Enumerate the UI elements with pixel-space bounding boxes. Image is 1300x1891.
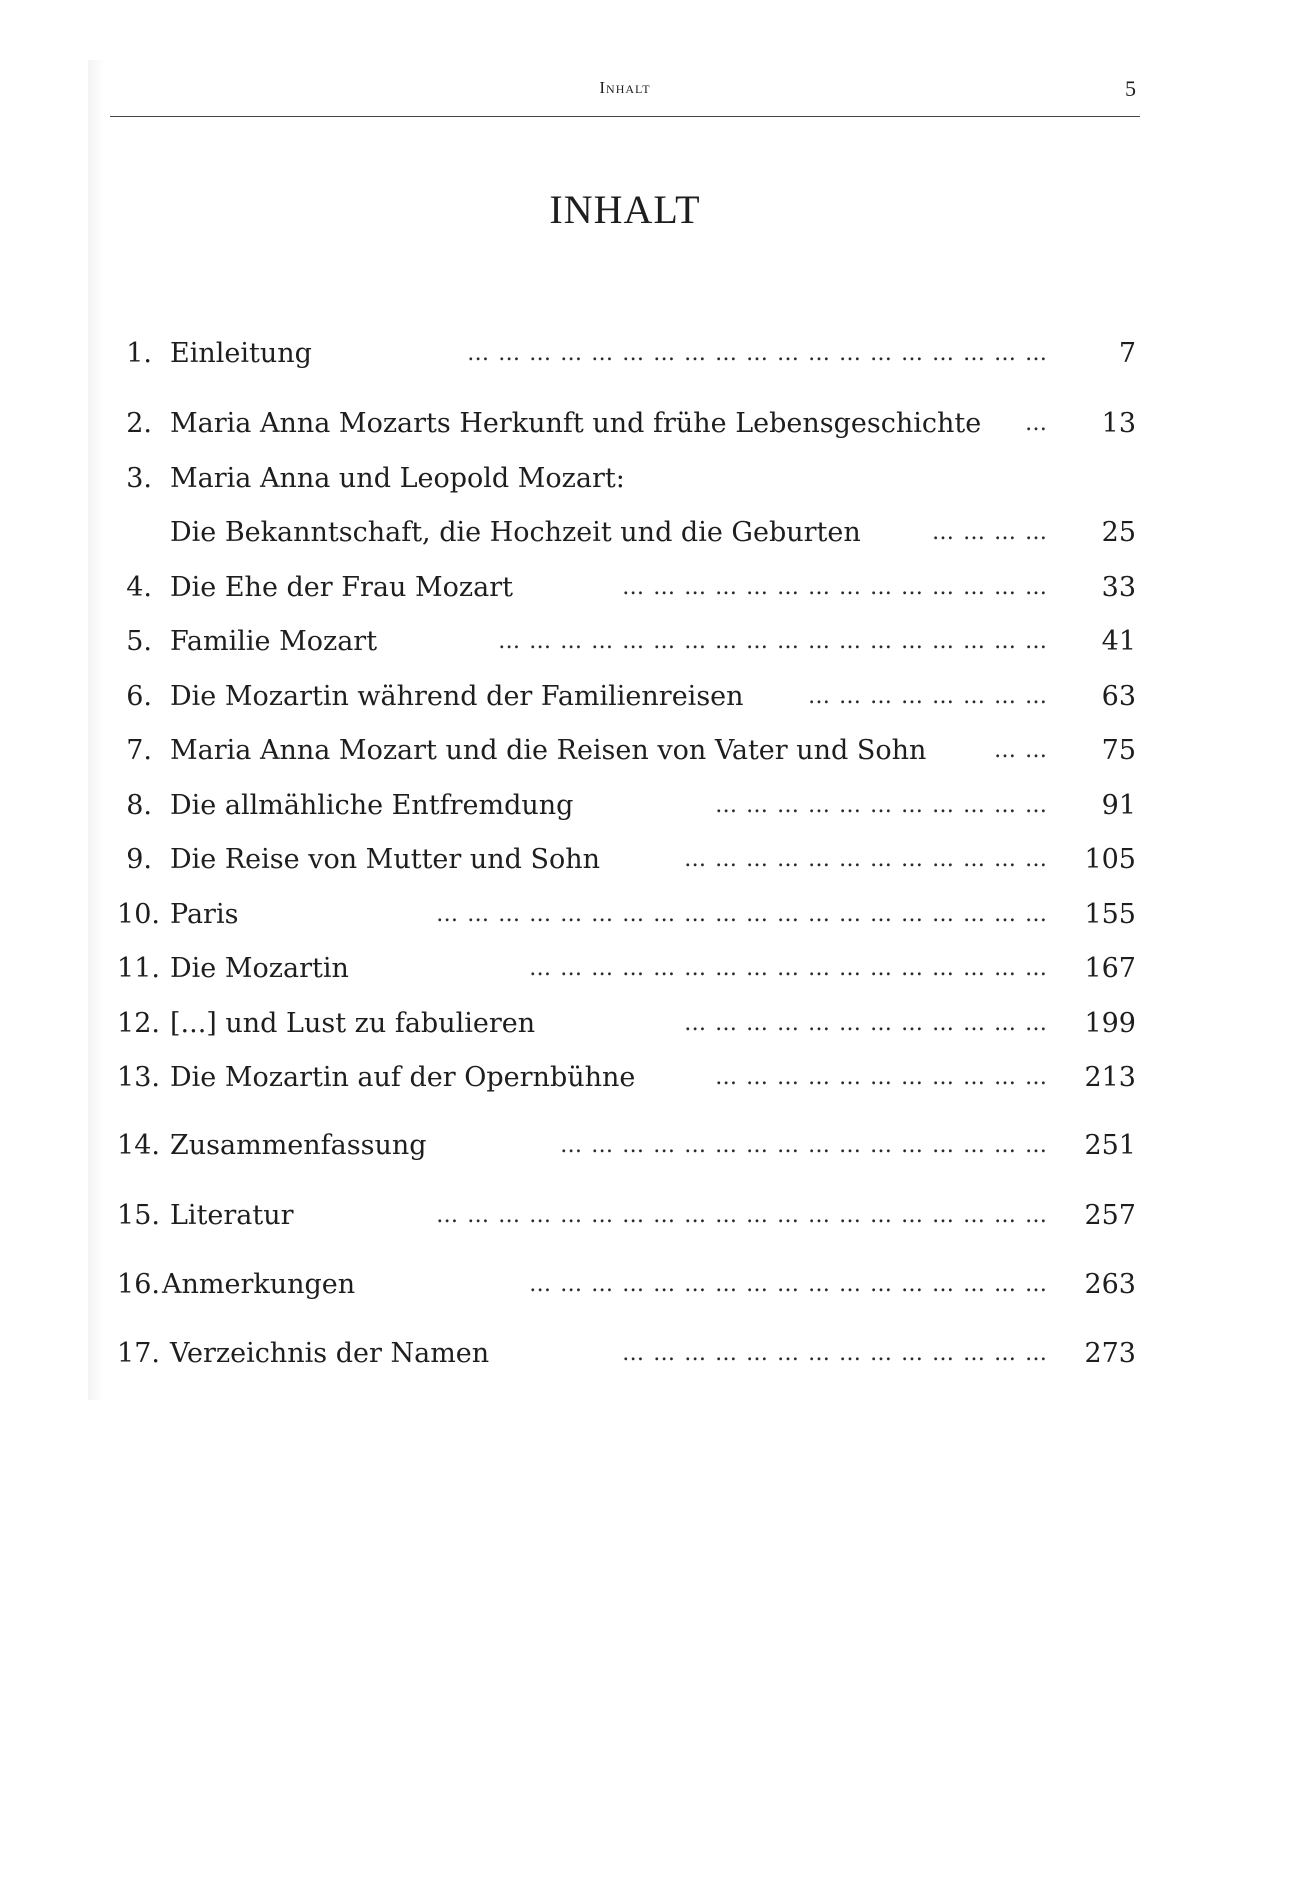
entry-number: 4. <box>126 572 152 603</box>
dot-leader: … … … … … … … … … … … … … … … … … … <box>498 629 1048 654</box>
entry-number: 5. <box>126 626 152 657</box>
entry-title: Maria Anna Mozart und die Reisen von Vater und Sohn <box>170 735 927 766</box>
entry-page: 213 <box>1084 1062 1136 1093</box>
dot-leader: … … … … … … … … … … … … … … <box>622 1341 1048 1366</box>
entry-page: 91 <box>1101 790 1136 821</box>
toc-entry <box>0 786 1300 826</box>
entry-number: 13. <box>117 1062 160 1093</box>
entry-title: Literatur <box>170 1200 294 1231</box>
dot-leader: … … … … … … … … … … … … <box>684 847 1048 872</box>
entry-number: 16. <box>117 1269 160 1300</box>
entry-title: Maria Anna und Leopold Mozart: <box>170 463 625 494</box>
entry-number: 2. <box>126 408 152 439</box>
entry-number: 8. <box>126 790 152 821</box>
entry-page: 251 <box>1084 1130 1136 1161</box>
entry-title: Die Reise von Mutter und Sohn <box>170 844 601 875</box>
entry-number: 11. <box>117 953 160 984</box>
entry-number: 6. <box>126 681 152 712</box>
entry-page: 105 <box>1084 844 1136 875</box>
entry-title: Die Mozartin während der Familienreisen <box>170 681 744 712</box>
toc-entry <box>0 1058 1300 1098</box>
dot-leader: … … … … … … … … … … … … <box>684 1011 1048 1036</box>
toc-entry <box>0 840 1300 880</box>
entry-page: 33 <box>1101 572 1136 603</box>
toc-entry <box>0 731 1300 771</box>
entry-number: 3. <box>126 463 152 494</box>
entry-page: 155 <box>1084 899 1136 930</box>
dot-leader: … … … … … … … … … … … <box>715 1065 1048 1090</box>
entry-number: 1. <box>126 338 152 369</box>
toc-entry <box>0 622 1300 662</box>
dot-leader: … … … … … … … … … … … … … … <box>622 575 1048 600</box>
dot-leader: … … … … … … … … … … … … … … … … … … … … <box>436 1203 1048 1228</box>
page-number: 5 <box>1125 76 1136 101</box>
entry-title: Die allmähliche Entfremdung <box>170 790 574 821</box>
dot-leader: … … <box>994 738 1048 763</box>
entry-page: 257 <box>1084 1200 1136 1231</box>
entry-title: Paris <box>170 899 239 930</box>
entry-page: 41 <box>1101 626 1136 657</box>
entry-page: 263 <box>1084 1269 1136 1300</box>
dot-leader: … … … … … … … … <box>808 684 1048 709</box>
toc-entry <box>0 1265 1300 1305</box>
entry-title: Verzeichnis der Namen <box>170 1338 490 1369</box>
dot-leader: … <box>1025 411 1048 436</box>
entry-title: Die Mozartin auf der Opernbühne <box>170 1062 636 1093</box>
entry-title: Familie Mozart <box>170 626 378 657</box>
toc-entry <box>0 1334 1300 1374</box>
entry-number: 14. <box>117 1130 160 1161</box>
entry-title: Einleitung <box>170 338 312 369</box>
toc-entry <box>0 677 1300 717</box>
dot-leader: … … … … … … … … … … … … … … … … … … … <box>467 341 1048 366</box>
dot-leader: … … … … … … … … … … … … … … … … <box>560 1133 1048 1158</box>
toc-entry-continuation <box>0 513 1300 553</box>
dot-leader: … … … … … … … … … … … <box>715 793 1048 818</box>
toc-entry <box>0 1126 1300 1166</box>
toc-entry <box>0 568 1300 608</box>
toc-entry <box>0 1004 1300 1044</box>
entry-number: 9. <box>126 844 152 875</box>
entry-page: 199 <box>1084 1008 1136 1039</box>
entry-title: Maria Anna Mozarts Herkunft und frühe Lebensgeschichte <box>170 408 982 439</box>
entry-page: 13 <box>1101 408 1136 439</box>
page-title: INHALT <box>549 187 701 232</box>
entry-title-continuation: Die Bekanntschaft, die Hochzeit und die Geburten <box>170 517 861 548</box>
entry-number: 15. <box>117 1200 160 1231</box>
dot-leader: … … … … … … … … … … … … … … … … … … … … <box>436 902 1048 927</box>
toc-entry <box>0 895 1300 935</box>
toc-entry <box>0 949 1300 989</box>
entry-page: 7 <box>1118 338 1136 369</box>
entry-title: [...] und Lust zu fabulieren <box>170 1008 536 1039</box>
entry-number: 7. <box>126 735 152 766</box>
toc-entry <box>0 1196 1300 1236</box>
entry-page: 75 <box>1101 735 1136 766</box>
entry-title: Die Mozartin <box>170 953 349 984</box>
dot-leader: … … … … <box>932 520 1048 545</box>
entry-page: 63 <box>1101 681 1136 712</box>
entry-title: Anmerkungen <box>162 1269 356 1300</box>
toc-entry <box>0 459 1300 499</box>
entry-number: 10. <box>117 899 160 930</box>
entry-title: Zusammenfassung <box>170 1130 427 1161</box>
entry-page: 25 <box>1101 517 1136 548</box>
dot-leader: … … … … … … … … … … … … … … … … … <box>529 956 1048 981</box>
entry-page: 167 <box>1084 953 1136 984</box>
running-title: Inhalt <box>599 78 651 97</box>
entry-page: 273 <box>1084 1338 1136 1369</box>
entry-number: 17. <box>117 1338 160 1369</box>
dot-leader: … … … … … … … … … … … … … … … … … <box>529 1272 1048 1297</box>
entry-number: 12. <box>117 1008 160 1039</box>
toc-entry <box>0 334 1300 374</box>
entry-title: Die Ehe der Frau Mozart <box>170 572 513 603</box>
toc-entry <box>0 404 1300 444</box>
